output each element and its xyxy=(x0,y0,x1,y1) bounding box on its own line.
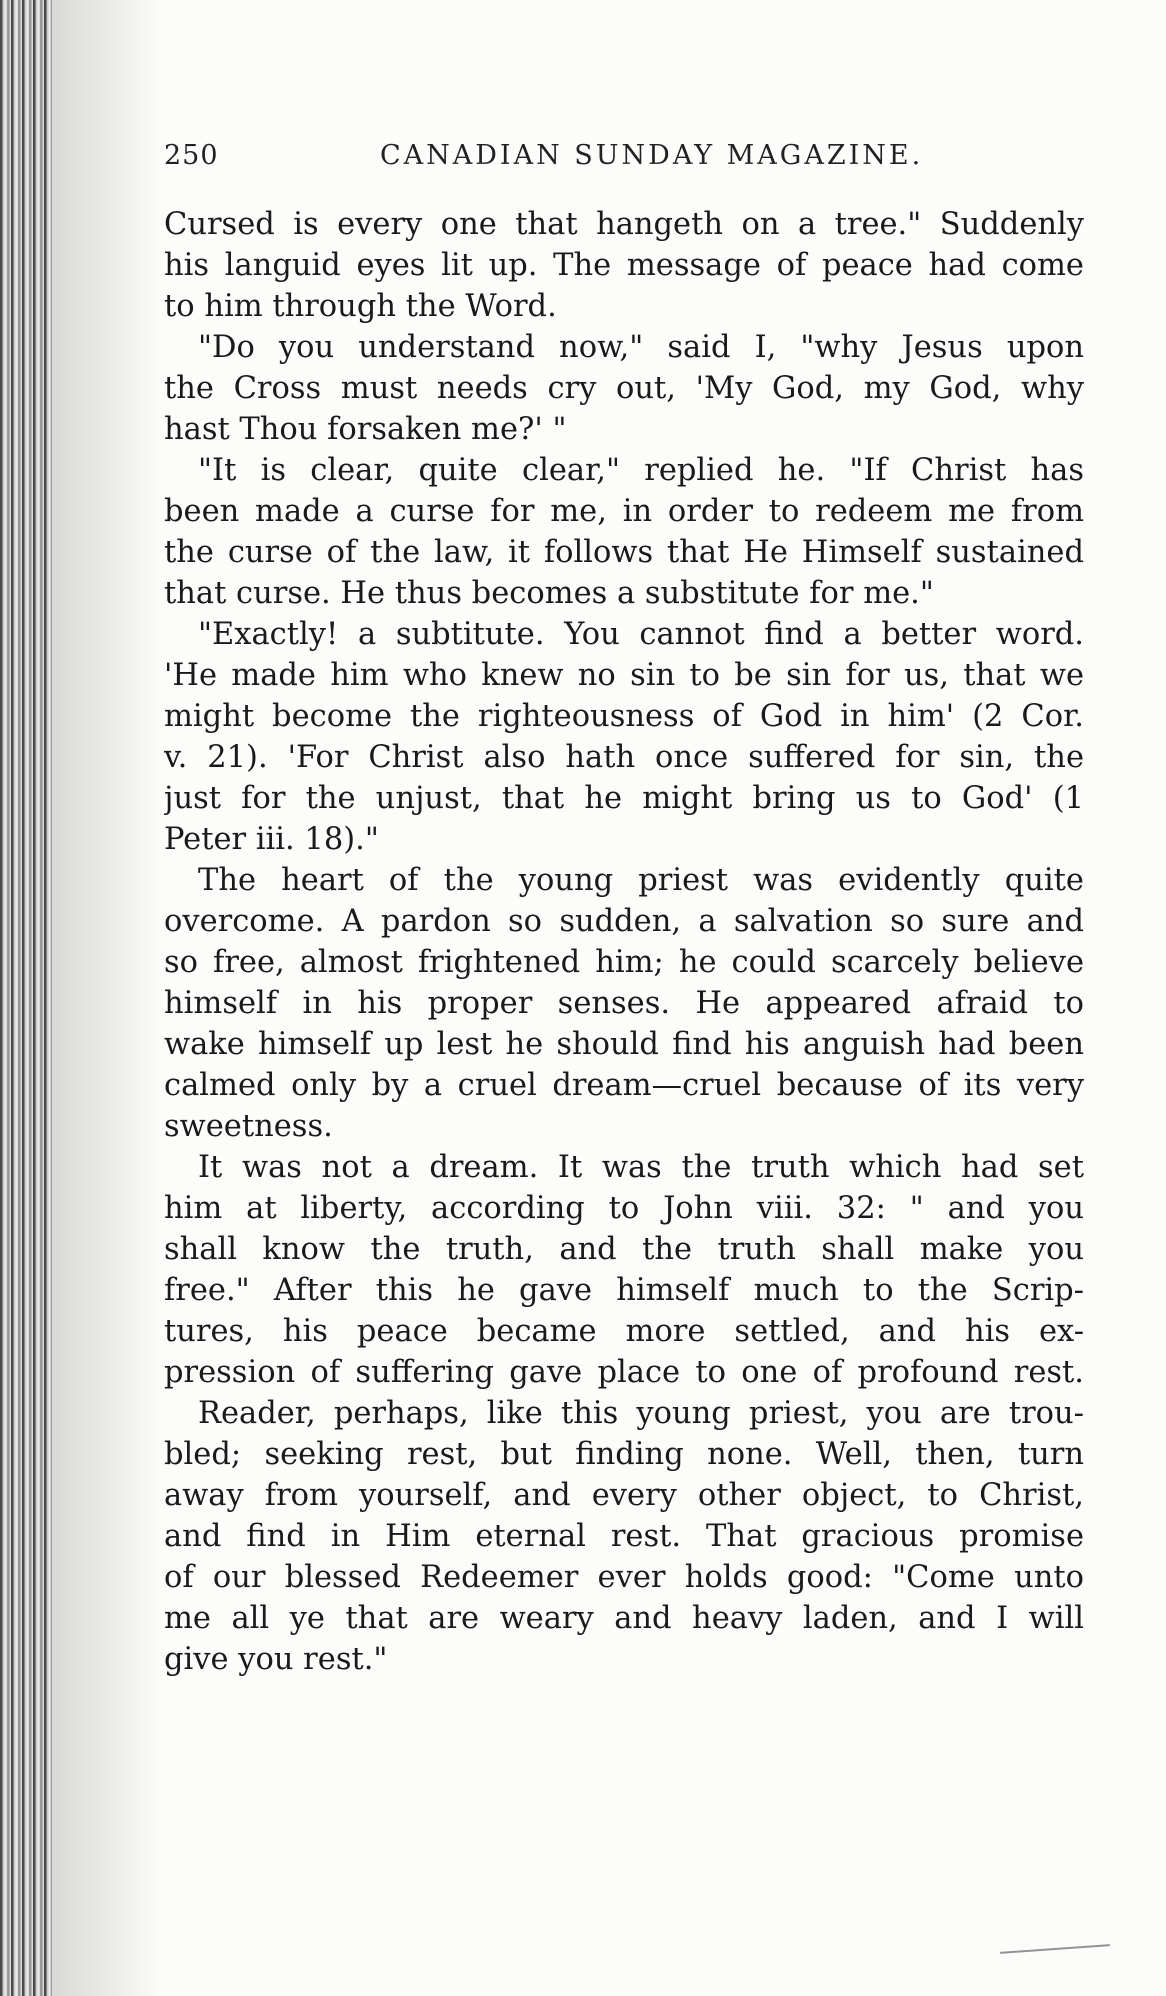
text-line: to him through the Word. xyxy=(164,289,557,324)
text-line: that curse. He thus becomes a substitute for me." xyxy=(164,576,934,611)
running-title: CANADIAN SUNDAY MAGAZINE. xyxy=(380,140,924,171)
text-line: of our blessed Redeemer ever holds good: "Come unto xyxy=(164,1560,1084,1595)
page-binding-edge xyxy=(0,0,52,1996)
text-line: It was not a dream. It was the truth which had set xyxy=(198,1150,1084,1185)
text-line: The heart of the young priest was evidently quite xyxy=(198,863,1084,898)
page-header xyxy=(164,140,1094,188)
text-line: Peter iii. 18)." xyxy=(164,822,379,857)
text-line: free." After this he gave himself much to the Scrip- xyxy=(164,1273,1084,1308)
text-line: pression of suffering gave place to one of profound rest. xyxy=(164,1355,1084,1390)
text-line: sweetness. xyxy=(164,1109,333,1144)
text-line: Cursed is every one that hangeth on a tree." Suddenly xyxy=(164,207,1084,242)
text-line: wake himself up lest he should find his anguish had been xyxy=(164,1027,1084,1062)
text-line: hast Thou forsaken me?' " xyxy=(164,412,567,447)
text-line: him at liberty, according to John viii. 32: " and you xyxy=(164,1191,1084,1226)
text-line: "Exactly! a subtitute. You cannot find a better word. xyxy=(198,617,1084,652)
text-line: his languid eyes lit up. The message of peace had come xyxy=(164,248,1084,283)
text-line: v. 21). 'For Christ also hath once suffered for sin, the xyxy=(164,740,1084,775)
body-text xyxy=(164,204,1084,1680)
text-line: himself in his proper senses. He appeared afraid to xyxy=(164,986,1084,1021)
text-line: the curse of the law, it follows that He Himself sustained xyxy=(164,535,1084,570)
text-line: me all ye that are weary and heavy laden, and I will xyxy=(164,1601,1084,1636)
text-line: "It is clear, quite clear," replied he. "If Christ has xyxy=(198,453,1084,488)
binding-shadow xyxy=(52,0,162,1996)
text-line: 'He made him who knew no sin to be sin for us, that we xyxy=(164,658,1084,693)
text-line: shall know the truth, and the truth shall make you xyxy=(164,1232,1084,1267)
text-line: away from yourself, and every other object, to Christ, xyxy=(164,1478,1084,1513)
text-line: and find in Him eternal rest. That gracious promise xyxy=(164,1519,1084,1554)
text-line: Reader, perhaps, like this young priest, you are trou- xyxy=(198,1396,1084,1431)
page-number: 250 xyxy=(164,140,219,171)
text-line: overcome. A pardon so sudden, a salvation so sure and xyxy=(164,904,1084,939)
text-line: "Do you understand now," said I, "why Jesus upon xyxy=(198,330,1084,365)
text-line: been made a curse for me, in order to redeem me from xyxy=(164,494,1084,529)
text-line: the Cross must needs cry out, 'My God, my God, why xyxy=(164,371,1084,406)
text-line: so free, almost frightened him; he could scarcely believe xyxy=(164,945,1084,980)
text-line: calmed only by a cruel dream—cruel because of its very xyxy=(164,1068,1084,1103)
text-line: might become the righteousness of God in him' (2 Cor. xyxy=(164,699,1084,734)
text-line: bled; seeking rest, but finding none. Well, then, turn xyxy=(164,1437,1084,1472)
text-line: just for the unjust, that he might bring us to God' (1 xyxy=(164,781,1084,816)
corner-mark xyxy=(1000,1944,1110,1954)
text-line: give you rest." xyxy=(164,1642,388,1677)
text-line: tures, his peace became more settled, and his ex- xyxy=(164,1314,1084,1349)
